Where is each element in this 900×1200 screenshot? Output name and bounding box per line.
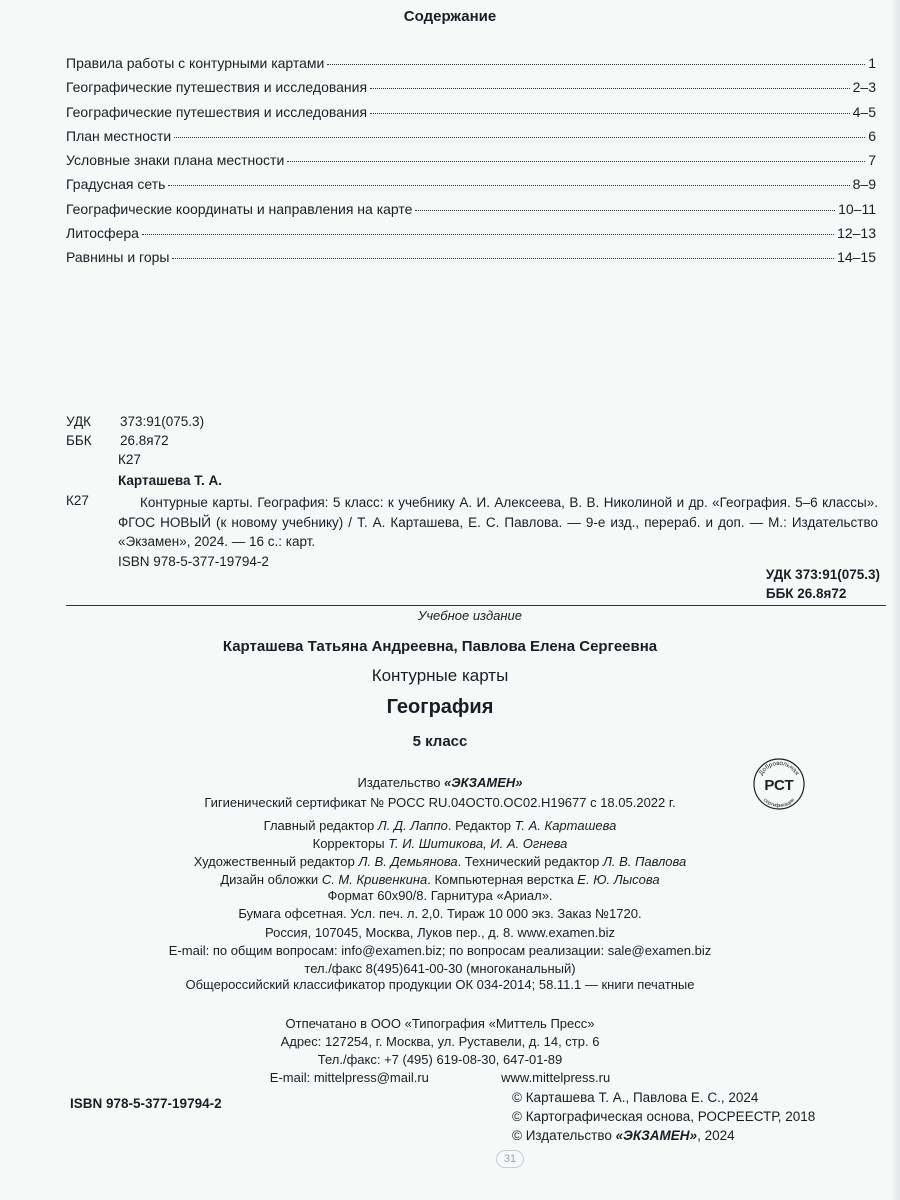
toc-leader-dots [174,137,865,138]
page-number: 31 [496,1150,524,1168]
toc-entry [66,249,876,273]
toc-entry-title: План местности [66,127,172,144]
bib-isbn: ISBN 978-5-377-19794-2 [118,554,269,569]
publisher-prefix: Издательство [357,775,445,790]
book-subject: География [386,696,494,718]
paper-line: Бумага офсетная. Усл. печ. л. 2,0. Тираж 10 000 экз. Заказ №1720. [238,906,642,921]
phone-line: тел./факс 8(495)641-00-30 (многоканальный) [304,961,576,976]
printer-info [0,1015,900,1087]
logo-top-text: Добровольная [757,759,801,777]
toc-entry-title: Географические путешествия и исследования [66,79,368,96]
toc-leader-dots [370,88,850,89]
table-of-contents [66,55,876,274]
copyright-line-2: © Картографическая основа, РОСРЕЕСТР, 2018 [512,1109,816,1124]
copyright-block [512,1088,815,1145]
toc-leader-dots [172,258,834,259]
toc-entry-page: 2–3 [852,79,876,96]
udk-bbk-right [766,565,880,603]
toc-entry [66,104,876,128]
toc-title: Содержание [403,8,497,25]
udk-right: УДК 373:91(075.3) [765,567,880,582]
toc-entry-page: 6 [868,127,876,144]
k-code-top: К27 [118,452,141,467]
printer-web: E-mail: mittelpress@mail.ru www.mittelpress.ru [269,1070,611,1085]
printer-address: Адрес: 127254, г. Москва, ул. Руставели, д. 14, стр. 6 [280,1034,600,1049]
staff-line-3: Художественный редактор Л. В. Демьянова. Технический редактор Л. В. Павлова [193,854,687,869]
bibliographic-block [66,412,880,569]
toc-entry [66,201,876,225]
toc-leader-dots [327,64,865,65]
voluntary-certification-logo [752,757,806,811]
hygiene-certificate: Гигиенический сертификат № РОСС RU.04ОСТ0.ОС02.Н19677 с 18.05.2022 г. [204,795,676,810]
udk-value: 373:91(075.3) [120,414,205,429]
toc-entry-page: 4–5 [852,103,876,120]
toc-entry-title: Литосфера [66,225,139,242]
edition-type: Учебное издание [418,608,522,623]
staff-line-1: Главный редактор Л. Д. Лаппо. Редактор Т. А. Карташева [263,818,617,833]
bbk-label: ББК [66,433,92,448]
email-line: E-mail: по общим вопросам: info@examen.biz; по вопросам реализации: sale@examen.biz [168,943,712,958]
toc-entry-title: Условные знаки плана местности [66,152,285,169]
toc-entry-title: Равнины и горы [66,249,170,266]
printer-line: Отпечатано в ООО «Типография «Миттель Пресс» [285,1016,595,1031]
bib-description: Контурные карты. География: 5 класс: к учебнику А. И. Алексеева, В. В. Николиной и др. «География. 5–6 классы». ФГОС НОВЫЙ (к новому учебнику) / Т. А. Карташева, Е. С. Павлова. — 9-е изд., перераб. и доп. — М.: Издательство «Экзамен», 2024. — 16 с.: карт. [118,495,878,549]
toc-entry-title: Градусная сеть [66,176,166,193]
address-line: Россия, 107045, Москва, Луков пер., д. 8. www.examen.biz [265,925,615,940]
staff-credits [0,817,900,889]
publisher-contacts [0,924,900,978]
divider-rule [66,605,886,606]
copyright-line-3: © Издательство «ЭКЗАМЕН», 2024 [512,1128,735,1143]
staff-line-4: Дизайн обложки С. М. Кривенкина. Компьютерная верстка Е. Ю. Лысова [220,872,660,887]
toc-entry-title: Географические путешествия и исследования [66,103,368,120]
toc-leader-dots [142,234,834,235]
format-info [0,887,900,923]
toc-entry [66,55,876,79]
toc-leader-dots [168,185,849,186]
logo-bottom-text: сертификация [762,797,796,810]
toc-entry-page: 12–13 [837,225,876,242]
toc-leader-dots [415,210,835,211]
k-code-row [66,450,880,469]
publisher-name: «ЭКЗАМЕН» [444,775,523,790]
toc-entry [66,225,876,249]
toc-entry-title: Правила работы с контурными картами [66,55,325,71]
footer-isbn: ISBN 978-5-377-19794-2 [70,1096,222,1111]
toc-entry-page: 7 [868,152,876,169]
toc-entry-page: 8–9 [852,176,876,193]
logo-mark: РСТ [764,777,794,794]
book-grade: 5 класс [412,733,468,750]
toc-entry [66,176,876,200]
edge-shadow [890,0,900,1200]
toc-entry-title: Географические координаты и направления на карте [66,200,413,217]
toc-entry [66,128,876,152]
toc-entry-page: 1 [868,55,876,71]
bib-author: Карташева Т. А. [118,473,222,488]
okp-line: Общероссийский классификатор продукции ОК 034-2014; 58.11.1 — книги печатные [185,977,695,992]
k-code: К27 [66,493,89,508]
book-kind: Контурные карты [371,666,509,685]
toc-entry [66,152,876,176]
udk-label: УДК [66,414,91,429]
bbk-row [66,431,880,450]
bbk-right: ББК 26.8я72 [765,586,847,601]
staff-line-2: Корректоры Т. И. Шитикова, И. А. Огнева [312,836,568,851]
udk-row [66,412,880,431]
toc-entry [66,79,876,103]
copyright-line-1: © Карташева Т. А., Павлова Е. С., 2024 [512,1090,759,1105]
toc-entry-page: 10–11 [838,200,876,217]
toc-entry-page: 14–15 [837,249,876,266]
printer-phone: Тел./факс: +7 (495) 619-08-30, 647-01-89 [317,1052,563,1067]
bbk-value: 26.8я72 [120,433,169,448]
toc-leader-dots [370,113,850,114]
toc-leader-dots [287,161,865,162]
format-line: Формат 60х90/8. Гарнитура «Ариал». [327,888,553,903]
authors-full: Карташева Татьяна Андреевна, Павлова Елена Сергеевна [222,638,658,655]
